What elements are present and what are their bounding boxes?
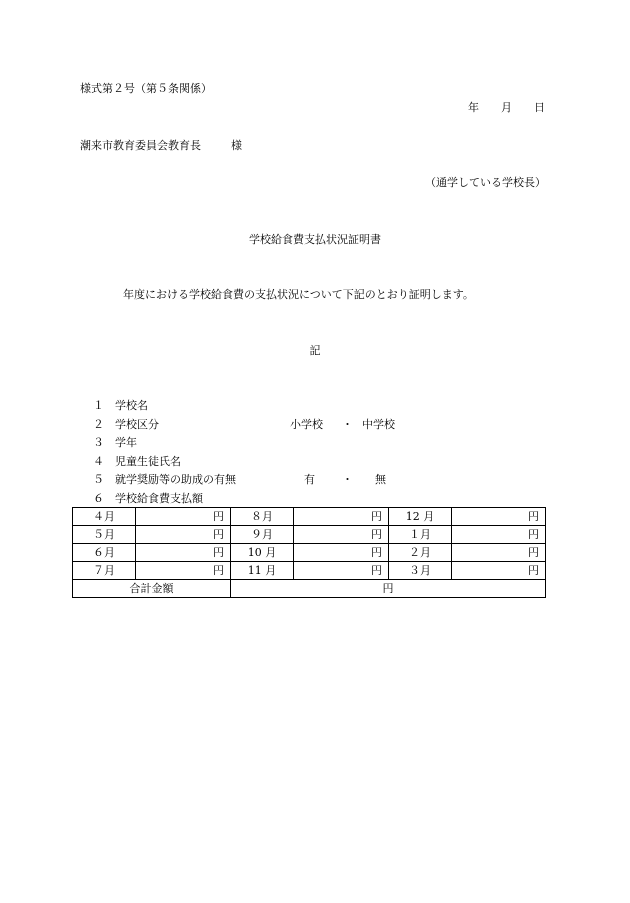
addressee-suffix: 様: [231, 139, 242, 152]
month-cell: 10 月: [231, 544, 294, 562]
item-number: ６: [93, 492, 104, 505]
month-cell: 12 月: [389, 508, 452, 526]
amount-cell[interactable]: 円: [136, 508, 231, 526]
total-amount-cell[interactable]: 円: [231, 580, 546, 598]
payment-table: [72, 507, 546, 598]
month-cell: ６月: [73, 544, 136, 562]
month-cell: ７月: [73, 562, 136, 580]
item-label: 学校区分: [115, 418, 159, 431]
issuer: （通学している学校長）: [425, 176, 546, 189]
aid-separator: ・: [342, 473, 353, 486]
item-number: １: [93, 399, 104, 412]
amount-cell[interactable]: 円: [452, 508, 546, 526]
item-school-type: [93, 416, 159, 432]
month-cell: 11 月: [231, 562, 294, 580]
amount-cell[interactable]: 円: [294, 526, 389, 544]
amount-cell[interactable]: 円: [136, 562, 231, 580]
amount-cell[interactable]: 円: [136, 526, 231, 544]
form-number: 様式第２号（第５条関係）: [80, 82, 212, 95]
item-grade: [93, 434, 137, 450]
item-label: 学年: [115, 436, 137, 449]
item-number: ２: [93, 418, 104, 431]
table-row: [73, 544, 546, 562]
addressee-name: 潮来市教育委員会教育長: [80, 139, 201, 152]
item-student-name: [93, 453, 181, 469]
amount-cell[interactable]: 円: [294, 562, 389, 580]
date-line: 年 月 日: [468, 101, 545, 114]
month-cell: ２月: [389, 544, 452, 562]
amount-cell[interactable]: 円: [136, 544, 231, 562]
item-number: ３: [93, 436, 104, 449]
month-cell: ９月: [231, 526, 294, 544]
item-number: ４: [93, 455, 104, 468]
amount-cell[interactable]: 円: [452, 544, 546, 562]
amount-cell[interactable]: 円: [452, 526, 546, 544]
aid-yes-option[interactable]: 有: [304, 473, 315, 486]
school-type-junior-high-option[interactable]: 中学校: [362, 418, 395, 431]
month-cell: ８月: [231, 508, 294, 526]
amount-cell[interactable]: 円: [294, 508, 389, 526]
school-type-separator: ・: [342, 418, 353, 431]
item-school-name: [93, 397, 148, 413]
table-row: [73, 562, 546, 580]
total-label: 合計金額: [73, 580, 231, 598]
item-label: 就学奨励等の助成の有無: [115, 473, 236, 486]
month-cell: ３月: [389, 562, 452, 580]
item-label: 児童生徒氏名: [115, 455, 181, 468]
aid-no-option[interactable]: 無: [375, 473, 386, 486]
month-cell: ４月: [73, 508, 136, 526]
ki-heading: 記: [309, 344, 321, 357]
amount-cell[interactable]: 円: [294, 544, 389, 562]
item-aid: [93, 471, 236, 487]
school-type-elementary-option[interactable]: 小学校: [290, 418, 323, 431]
table-row: [73, 526, 546, 544]
month-cell: ５月: [73, 526, 136, 544]
item-number: ５: [93, 473, 104, 486]
table-row: [73, 508, 546, 526]
intro-text: 年度における学校給食費の支払状況について下記のとおり証明します。: [123, 288, 474, 301]
month-cell: １月: [389, 526, 452, 544]
item-payment-amount: [93, 490, 203, 506]
item-label: 学校名: [115, 399, 148, 412]
document-title: 学校給食費支払状況証明書: [249, 233, 381, 246]
amount-cell[interactable]: 円: [452, 562, 546, 580]
addressee: [80, 137, 242, 153]
total-row: [73, 580, 546, 598]
item-label: 学校給食費支払額: [115, 492, 203, 505]
